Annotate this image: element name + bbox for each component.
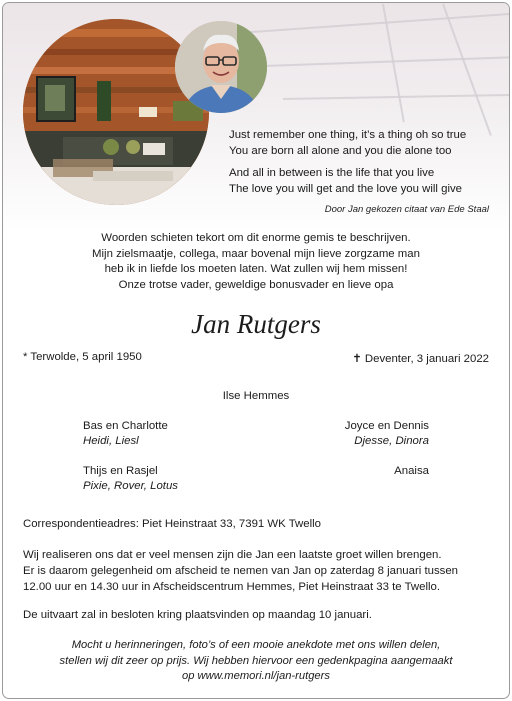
quote-credit: Door Jan gekozen citaat van Ede Staal xyxy=(324,204,489,215)
memorial-link[interactable]: op www.memori.nl/jan-rutgers xyxy=(182,670,330,682)
farewell-line: Wij realiseren ons dat er veel mensen zijn die Jan een laatste groet willen brengen. xyxy=(23,549,442,561)
closing-line: Mocht u herinneringen, foto’s of een mooie anekdote met ons willen delen, xyxy=(71,639,441,651)
family-names: Bas en Charlotte xyxy=(83,420,168,432)
quote-line: The love you will get and the love you will give xyxy=(229,183,463,195)
family-names: Thijs en Rasjel xyxy=(83,465,158,477)
intro-line: heb ik in liefde los moeten laten. Wat zullen wij hem missen! xyxy=(104,263,408,275)
family-names: Anaisa xyxy=(394,465,429,477)
obituary-card xyxy=(2,2,510,699)
intro-line: Onze trotse vader, geweldige bonusvader en lieve opa xyxy=(118,278,394,291)
grandchildren-names: Heidi, Liesl xyxy=(83,435,139,447)
quote-line: Just remember one thing, it’s a thing oh so true xyxy=(229,129,467,141)
closing-note xyxy=(3,638,509,685)
farewell-line: 12.00 uur en 14.30 uur in Afscheidscentrum Hemmes, Piet Heinstraat 33 te Twello. xyxy=(23,581,441,593)
birth-info: * Terwolde, 5 april 1950 xyxy=(23,351,142,363)
quote-line: And all in between is the life that you live xyxy=(229,167,435,179)
farewell-line: Er is daarom gelegenheid om afscheid te nemen van Jan op zaterdag 8 januari tussen xyxy=(23,565,459,577)
deceased-name: Jan Rutgers xyxy=(191,309,321,339)
grandchildren-names: Pixie, Rover, Lotus xyxy=(83,480,178,492)
spouse-name: Ilse Hemmes xyxy=(222,390,290,402)
quote-line: You are born all alone and you die alone too xyxy=(229,145,452,157)
intro-line: Mijn zielsmaatje, collega, maar bovenal mijn lieve zorgzame man xyxy=(92,247,420,260)
portrait-photo xyxy=(175,21,267,113)
grandchildren-names: Djesse, Dinora xyxy=(354,435,429,447)
closing-line: stellen wij dit zeer op prijs. Wij hebben hiervoor een gedenkpagina aangemaakt xyxy=(59,654,453,667)
family-names: Joyce en Dennis xyxy=(344,420,429,432)
funeral-info: De uitvaart zal in besloten kring plaatsvinden op maandag 10 januari. xyxy=(23,609,372,621)
intro-text xyxy=(3,231,509,293)
intro-line: Woorden schieten tekort om dit enorme gemis te beschrijven. xyxy=(101,232,411,244)
correspondence-address: Correspondentieadres: Piet Heinstraat 33, 7391 WK Twello xyxy=(23,518,322,530)
death-info: ✝ Deventer, 3 januari 2022 xyxy=(352,353,489,365)
